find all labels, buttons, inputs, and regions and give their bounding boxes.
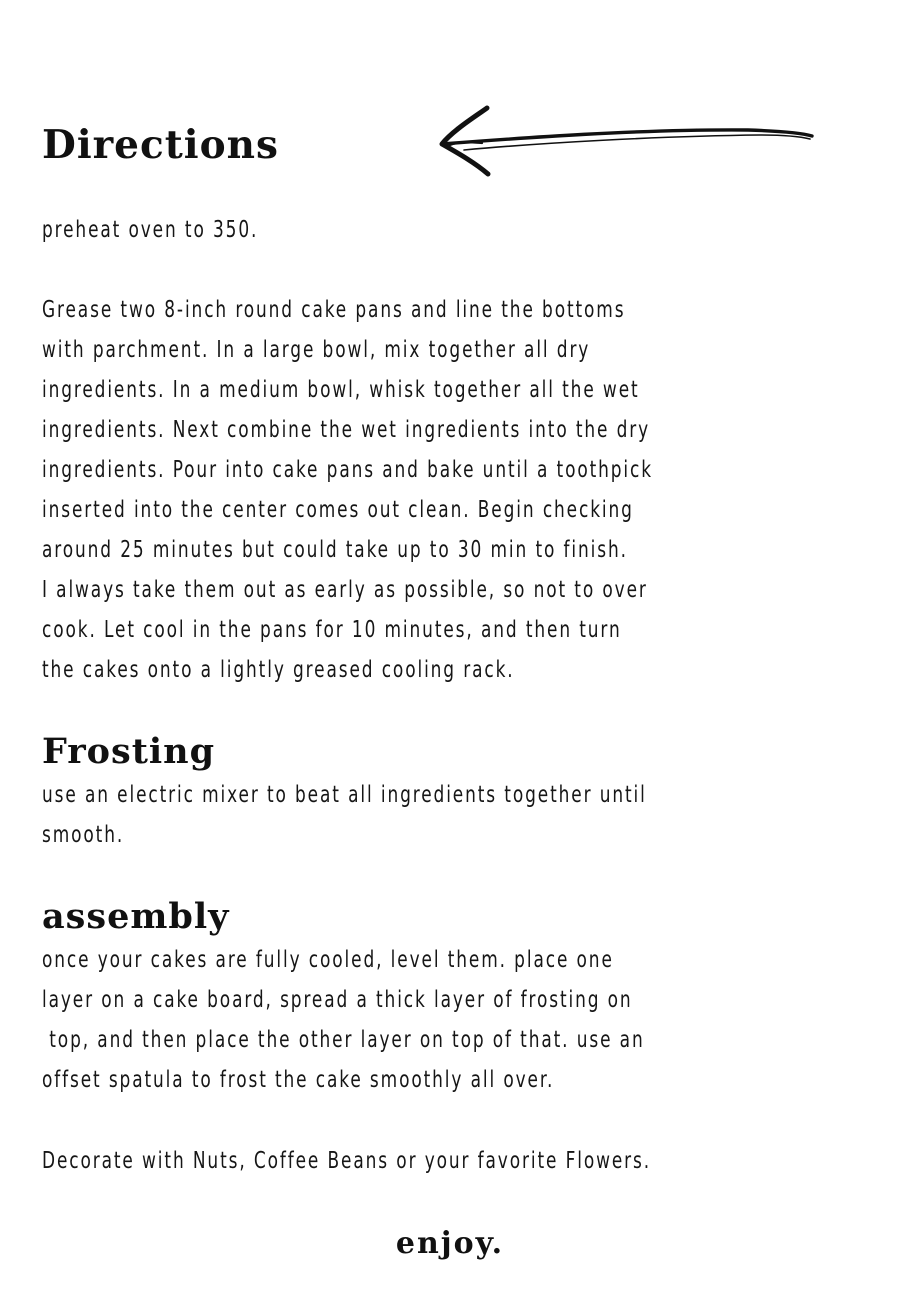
assembly-line: once your cakes are fully cooled, level them. place one <box>42 947 614 973</box>
directions-line: ingredients. Next combine the wet ingredients into the dry <box>42 417 651 443</box>
directions-line: around 25 minutes but could take up to 30 min to finish. <box>42 537 628 563</box>
assembly-line: layer on a cake board, spread a thick layer of frosting on <box>42 987 633 1013</box>
directions-line: inserted into the center comes out clean. Begin checking <box>42 497 634 523</box>
directions-line: ingredients. In a medium bowl, whisk together all the wet <box>42 377 640 403</box>
closing-text: enjoy. <box>395 1226 505 1261</box>
hand-drawn-left-arrow-icon <box>430 98 820 188</box>
assembly-line: top, and then place the other layer on top of that. use an <box>42 1027 645 1053</box>
directions-line: I always take them out as early as possible, so not to over <box>42 577 648 603</box>
assembly-paragraph <box>42 940 645 1100</box>
frosting-line: use an electric mixer to beat all ingredients together until <box>42 782 647 808</box>
assembly-heading: assembly <box>42 896 230 937</box>
directions-line: with parchment. In a large bowl, mix together all dry <box>42 337 591 363</box>
directions-heading: Directions <box>42 122 279 168</box>
frosting-paragraph <box>42 775 647 855</box>
decorate-instruction: Decorate with Nuts, Coffee Beans or your favorite Flowers. <box>42 1148 652 1174</box>
preheat-instruction: preheat oven to 350. <box>42 217 259 243</box>
directions-line: Grease two 8-inch round cake pans and line the bottoms <box>42 297 626 323</box>
frosting-heading: Frosting <box>42 731 216 772</box>
directions-paragraph <box>42 290 653 690</box>
directions-line: cook. Let cool in the pans for 10 minutes, and then turn <box>42 617 622 643</box>
frosting-line: smooth. <box>42 822 125 848</box>
directions-line: the cakes onto a lightly greased cooling rack. <box>42 657 515 683</box>
assembly-line: offset spatula to frost the cake smoothly all over. <box>42 1067 555 1093</box>
directions-line: ingredients. Pour into cake pans and bake until a toothpick <box>42 457 653 483</box>
